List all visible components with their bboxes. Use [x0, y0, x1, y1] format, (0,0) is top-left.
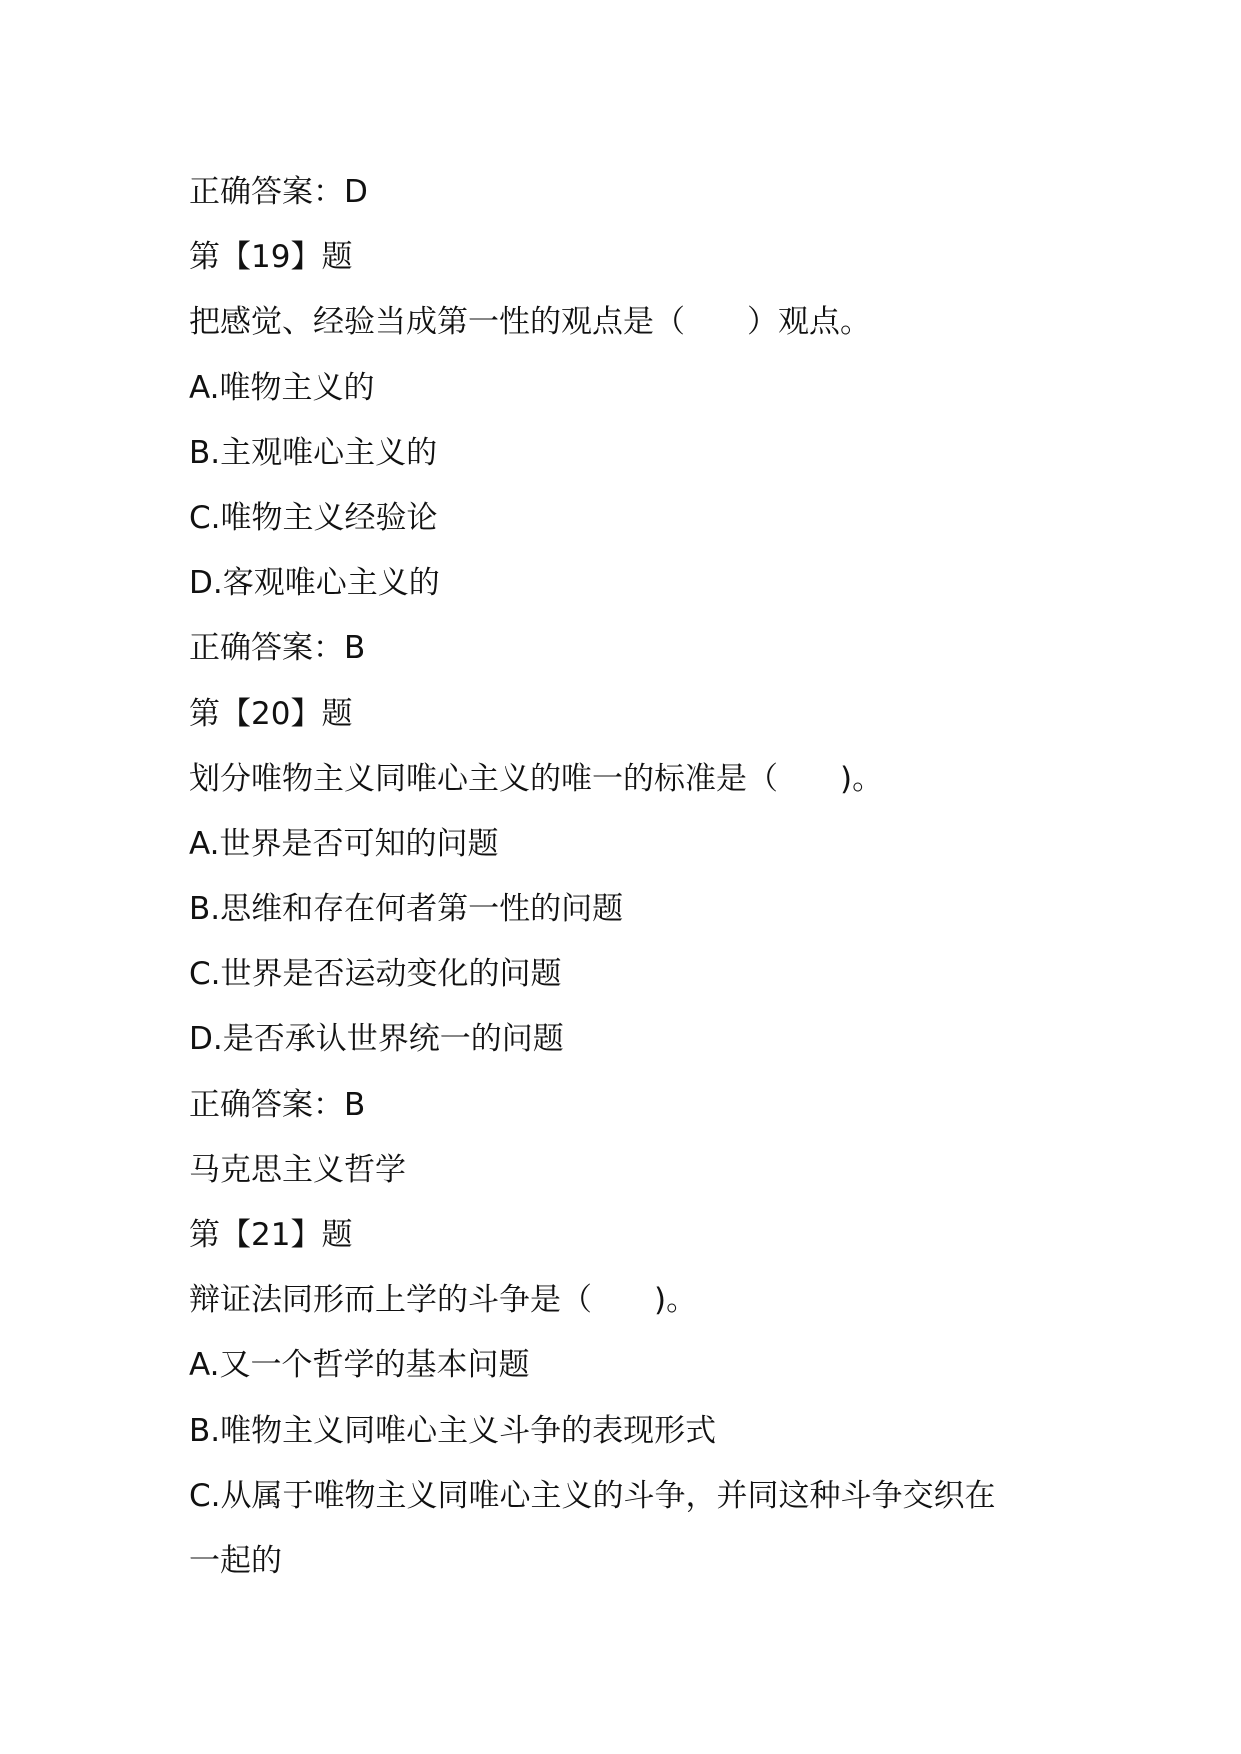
option-a-19: A.唯物主义的	[189, 369, 375, 406]
question-number-21: 第【21】题	[189, 1217, 353, 1253]
option-a-20: A.世界是否可知的问题	[189, 825, 499, 862]
option-b-21: B.唯物主义同唯心主义斗争的表现形式	[189, 1412, 717, 1449]
option-c-20: C.世界是否运动变化的问题	[189, 956, 562, 993]
document-content	[189, 160, 1069, 1594]
answer-line-q19: 正确答案：B	[189, 630, 366, 667]
question-number-20: 第【20】题	[189, 695, 353, 732]
option-d-20: D.是否承认世界统一的问题	[189, 1021, 564, 1058]
question-text-19: 把感觉、经验当成第一性的观点是（ ）观点。	[189, 304, 871, 341]
option-b-19: B.主观唯心主义的	[189, 434, 438, 471]
section-heading: 马克思主义哲学	[189, 1151, 406, 1188]
option-c-19: C.唯物主义经验论	[189, 499, 438, 536]
option-a-21: A.又一个哲学的基本问题	[189, 1347, 530, 1384]
question-number-19: 第【19】题	[189, 239, 353, 276]
option-c-21: C.从属于唯物主义同唯心主义的斗争，并同这种斗争交织在	[189, 1477, 996, 1514]
question-text-20: 划分唯物主义同唯心主义的唯一的标准是（ )。	[189, 760, 884, 797]
answer-line-q20: 正确答案：B	[189, 1086, 366, 1123]
option-d-19: D.客观唯心主义的	[189, 565, 440, 602]
question-text-21: 辩证法同形而上学的斗争是（ )。	[189, 1282, 698, 1319]
option-c-21-continued: 一起的	[189, 1542, 282, 1579]
option-b-20: B.思维和存在何者第一性的问题	[189, 891, 624, 928]
answer-line-q18: 正确答案：D	[189, 174, 368, 210]
